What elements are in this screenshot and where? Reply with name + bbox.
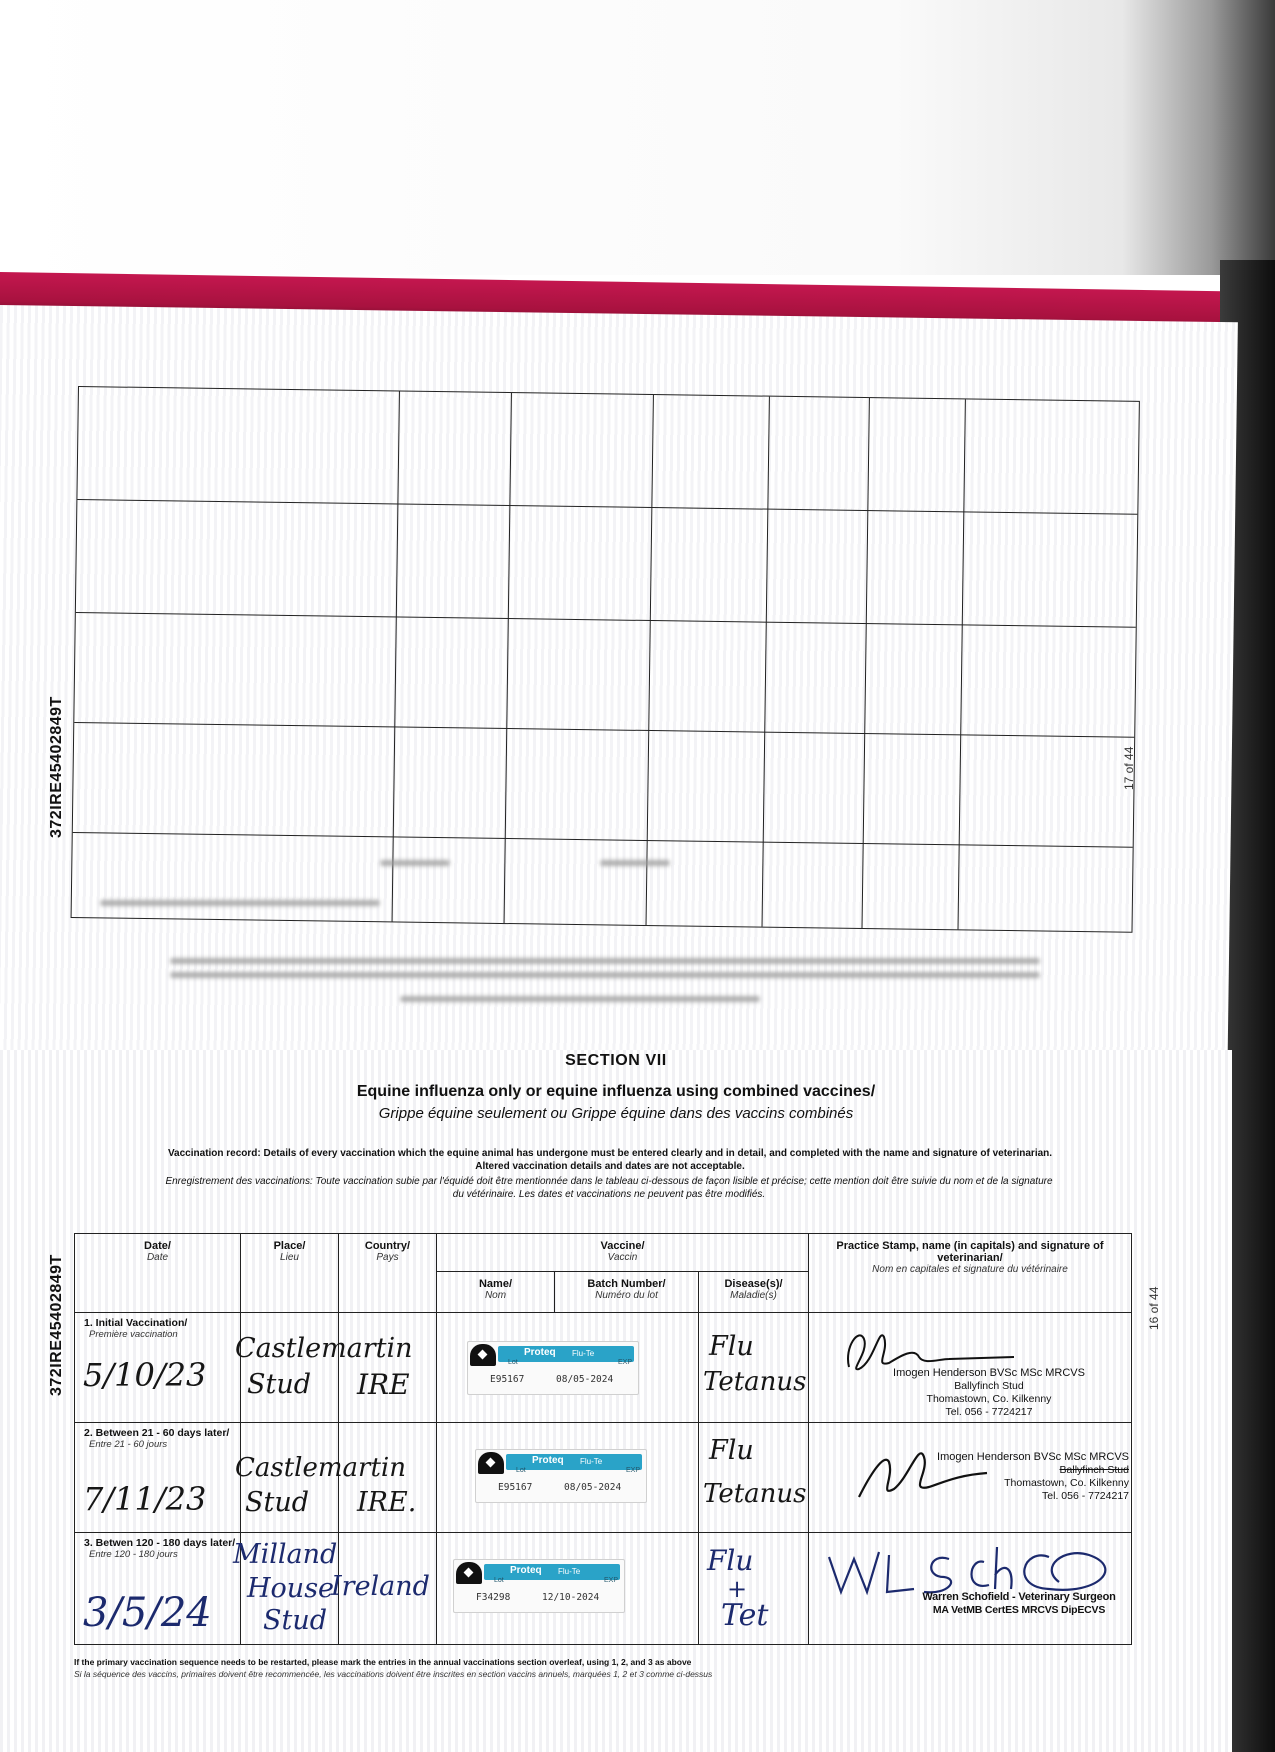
vet-address: Thomastown, Co. Kilkenny — [1004, 1477, 1129, 1489]
sticker-band — [498, 1346, 634, 1362]
row-label-fr: Entre 21 - 60 jours — [89, 1439, 168, 1450]
vet-stamp — [869, 1367, 1109, 1419]
header-label-fr: Date — [146, 1252, 169, 1263]
vaccine-sticker-cell — [437, 1313, 699, 1423]
disease-line: Flu — [709, 1435, 754, 1466]
record-instructions-french — [76, 1175, 1142, 1201]
expiry-date: 08/05-2024 — [564, 1482, 622, 1493]
table-header-row — [75, 1234, 1132, 1272]
country-cell — [339, 1313, 437, 1423]
vaccination-table — [74, 1233, 1132, 1645]
vaccine-sticker — [475, 1449, 647, 1503]
place-line: Stud — [245, 1487, 310, 1518]
vaccination-date: 5/10/23 — [83, 1356, 207, 1394]
header-label: Date/ — [144, 1240, 171, 1252]
record-instructions-line: Altered vaccination details and dates are not acceptable. — [475, 1161, 745, 1172]
vaccination-date: 7/11/23 — [83, 1480, 207, 1518]
disease-line: Flu — [707, 1544, 754, 1577]
header-vaccine — [437, 1234, 809, 1272]
header-label: Vaccine/ — [600, 1240, 645, 1252]
header-label: Country/ — [364, 1240, 411, 1252]
title-english: Equine influenza only or equine influenza using combined vaccines/ — [356, 1083, 876, 1100]
vaccine-sticker — [453, 1559, 625, 1613]
lot-label: Lot — [508, 1359, 518, 1366]
vet-stamp-cell — [809, 1423, 1132, 1533]
vet-stamp — [899, 1591, 1139, 1617]
vaccine-brand-sub: Flu-Te — [572, 1349, 595, 1358]
header-date — [75, 1234, 241, 1313]
disease-line: Flu — [709, 1331, 754, 1362]
vaccine-brand: Proteq — [510, 1565, 542, 1576]
inverted-header-text — [600, 860, 670, 866]
exp-label: EXP — [618, 1359, 633, 1366]
expiry-date: 08/05-2024 — [556, 1374, 614, 1385]
country-cell — [331, 1533, 437, 1645]
title-french: Grippe équine seulement ou Grippe équine dans des vaccins combinés — [378, 1105, 854, 1122]
expiry-date: 12/10-2024 — [542, 1592, 600, 1603]
serial-number-lower: 372IRE45402849T — [48, 1254, 65, 1396]
vet-qualifications: MA VetMB CertES MRCVS DipECVS — [932, 1604, 1106, 1616]
place-line: Milland — [233, 1539, 338, 1570]
vaccine-sticker-cell — [437, 1533, 699, 1645]
vet-name: Imogen Henderson BVSc MSc MRCVS — [937, 1451, 1129, 1463]
disease-line: Tetanus — [703, 1367, 807, 1397]
table-row — [75, 1533, 1132, 1645]
header-label-fr: Nom — [484, 1290, 507, 1301]
inverted-header-text — [100, 900, 380, 906]
vet-phone: Tel. 056 - 7724217 — [1042, 1490, 1129, 1502]
serial-number-upper: 372IRE45402849T — [48, 696, 65, 838]
vet-address: Thomastown, Co. Kilkenny — [926, 1393, 1052, 1405]
vaccine-logo-icon — [456, 1562, 482, 1584]
sticker-band — [484, 1564, 620, 1580]
inverted-header-text — [380, 860, 450, 866]
table-row — [75, 1313, 1132, 1423]
header-label: Disease(s)/ — [724, 1278, 783, 1290]
vet-phone: Tel. 056 - 7724217 — [945, 1406, 1033, 1418]
header-label-fr: Lieu — [280, 1252, 299, 1263]
country-value: Ireland — [331, 1571, 430, 1602]
vaccine-brand: Proteq — [524, 1347, 556, 1358]
header-label: Batch Number/ — [587, 1278, 666, 1290]
batch-number: E95167 — [490, 1374, 525, 1385]
header-practice-stamp — [809, 1234, 1132, 1313]
place-line: Stud — [247, 1369, 312, 1400]
row-label: 2. Between 21 - 60 days later/ — [84, 1427, 230, 1439]
vet-name: Warren Schofield - Veterinary Surgeon — [922, 1591, 1116, 1603]
table-row — [75, 1423, 1132, 1533]
place-line: Stud — [263, 1605, 328, 1636]
record-instructions-line: Vaccination record: Details of every vaccination which the equine animal has undergone must be entered clearly and in detail, and completed with the name and signature of veterinarian. — [167, 1148, 1053, 1159]
place-line: House — [247, 1573, 335, 1604]
previous-vaccination-grid — [71, 386, 1140, 933]
row-label-fr: Entre 120 - 180 jours — [89, 1549, 178, 1560]
vet-name: Imogen Henderson BVSc MSc MRCVS — [893, 1367, 1085, 1379]
vaccine-logo-icon — [478, 1452, 504, 1474]
header-batch-number — [555, 1272, 699, 1313]
header-vaccine-name — [437, 1272, 555, 1313]
exp-label: EXP — [604, 1577, 619, 1584]
header-label-fr: Maladie(s) — [730, 1290, 777, 1301]
disease-cell — [699, 1533, 809, 1645]
disease-cell — [699, 1423, 809, 1533]
record-instructions-line: Enregistrement des vaccinations: Toute vaccination subie par l'équidé doit être mentionnée dans le tableau ci-dessous de façon lisible et précise; cette mention doit être suivie du nom et de la signature — [165, 1176, 1053, 1187]
vaccine-brand-sub: Flu-Te — [580, 1457, 603, 1466]
record-instructions-english — [80, 1147, 1140, 1173]
header-label-fr: Vaccin — [607, 1252, 638, 1263]
footer-note-english: If the primary vaccination sequence needs to be restarted, please mark the entries in the annual vaccinations section overleaf, using 1, 2, and 3 as above — [74, 1657, 692, 1667]
header-label-fr: Pays — [376, 1252, 399, 1263]
header-label: Practice Stamp, name (in capitals) and signature of veterinarian/ — [836, 1240, 1104, 1264]
inverted-note-text — [170, 972, 1040, 978]
disease-line: + — [727, 1575, 748, 1603]
page-number-lower: 16 of 44 — [1147, 1286, 1161, 1330]
vet-stamp-cell — [809, 1313, 1132, 1423]
record-instructions-line: du vétérinaire. Les dates et vaccinations ne peuvent pas être modifiés. — [452, 1189, 766, 1200]
date-cell — [75, 1533, 241, 1645]
vet-stamp — [889, 1451, 1129, 1503]
disease-line: Tet — [721, 1598, 769, 1633]
disease-cell — [699, 1313, 809, 1423]
header-place — [241, 1234, 339, 1313]
place-cell — [233, 1533, 339, 1645]
row-label-fr: Première vaccination — [89, 1329, 178, 1340]
page-number-upper: 17 of 44 — [1122, 746, 1136, 790]
row-label: 3. Betwen 120 - 180 days later/ — [84, 1537, 236, 1549]
date-cell — [75, 1423, 241, 1533]
vaccination-date: 3/5/24 — [83, 1590, 212, 1636]
place-line: Castlemartin — [235, 1333, 413, 1364]
country-cell — [339, 1423, 437, 1533]
country-value: IRE — [357, 1368, 410, 1401]
header-label-fr: Nom en capitales et signature du vétérinaire — [872, 1264, 1068, 1275]
row-label: 1. Initial Vaccination/ — [84, 1317, 188, 1329]
vaccine-sticker-cell — [437, 1423, 699, 1533]
country-value: IRE. — [357, 1487, 417, 1518]
vet-stamp-cell — [809, 1533, 1132, 1645]
sticker-band — [506, 1454, 642, 1470]
scan-background — [0, 0, 1275, 275]
lot-label: Lot — [494, 1577, 504, 1584]
vaccine-logo-icon — [470, 1344, 496, 1366]
vaccine-sticker — [467, 1341, 639, 1395]
header-label-fr: Numéro du lot — [595, 1290, 658, 1301]
vet-practice: Ballyfinch Stud — [1059, 1464, 1129, 1476]
vet-practice: Ballyfinch Stud — [954, 1380, 1024, 1392]
header-label: Place/ — [273, 1240, 306, 1252]
section-title: SECTION VII — [565, 1052, 667, 1069]
vaccine-brand: Proteq — [532, 1455, 564, 1466]
batch-number: E95167 — [498, 1482, 533, 1493]
header-label: Name/ — [478, 1278, 513, 1290]
exp-label: EXP — [626, 1467, 641, 1474]
place-line: Castlemartin — [235, 1453, 406, 1483]
disease-line: Tetanus — [703, 1479, 807, 1509]
vaccine-brand-sub: Flu-Te — [558, 1567, 581, 1576]
header-country — [339, 1234, 437, 1313]
lot-label: Lot — [516, 1467, 526, 1474]
footer-note-french: Si la séquence des vaccins, primaires doivent être recommencée, les vaccinations doivent être inscrites en section vaccins annuels, marquées 1, 2 et 3 comme ci-dessus — [74, 1669, 713, 1679]
inverted-note-text — [170, 958, 1040, 964]
date-cell — [75, 1313, 241, 1423]
header-diseases — [699, 1272, 809, 1313]
batch-number: F34298 — [476, 1592, 511, 1603]
inverted-note-text — [400, 996, 760, 1002]
